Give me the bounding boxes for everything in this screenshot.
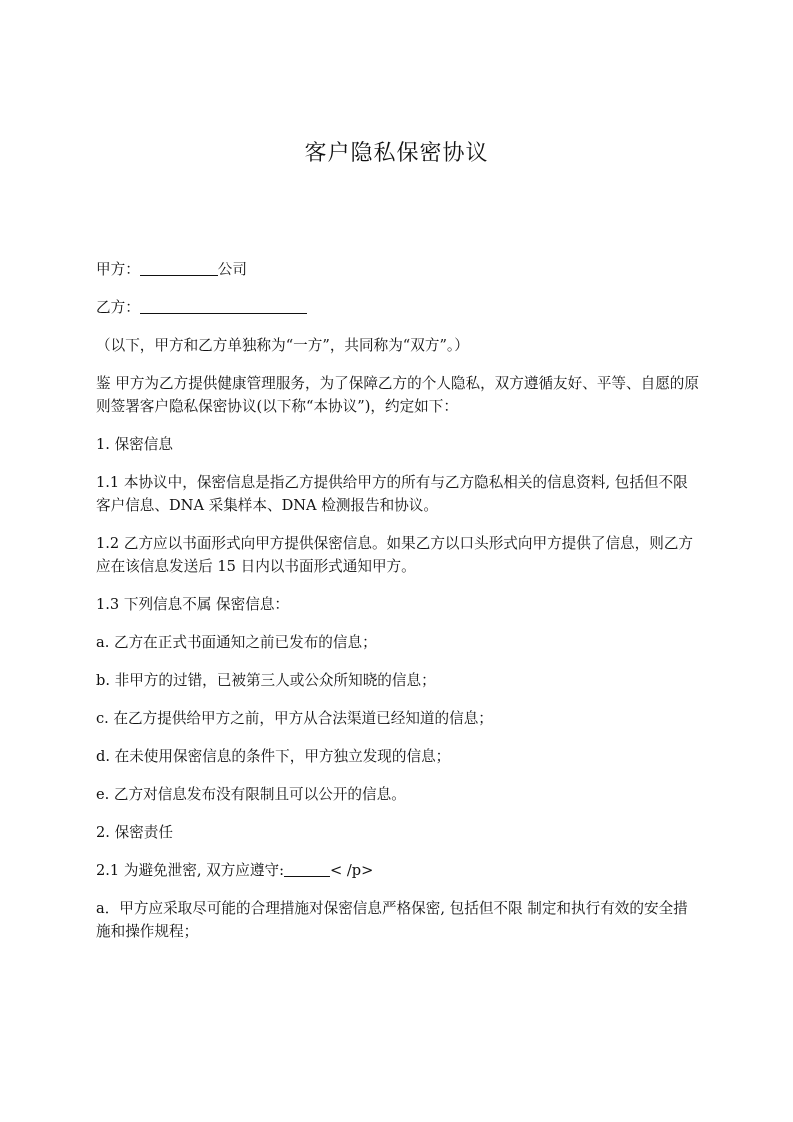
exclusion-item-a: a. 乙方在正式书面通知之前已发布的信息； bbox=[96, 634, 377, 651]
clause-1-3: 1.3 下列信息不属 保密信息： bbox=[96, 596, 290, 613]
clause-2-1 bbox=[96, 859, 700, 882]
exclusion-item-b: b. 非甲方的过错，已被第三人或公众所知晓的信息； bbox=[96, 672, 436, 689]
section-2-heading: 2. 保密责任 bbox=[96, 824, 173, 841]
clause-2-1-text: 2.1 为避免泄密, 双方应遵守: bbox=[96, 862, 284, 879]
party-a-suffix: 公司 bbox=[217, 261, 247, 278]
obligation-item-a: a．甲方应采取尽可能的合理措施对保密信息严格保密, 包括但不限 制定和执行有效的安全措施和操作规程； bbox=[96, 900, 688, 940]
party-b-label: 乙方： bbox=[96, 299, 140, 316]
clause-2-1-stray-markup: < /p> bbox=[329, 862, 374, 879]
section-1-heading: 1. 保密信息 bbox=[96, 436, 173, 453]
document-body bbox=[96, 258, 700, 958]
exclusion-item-e: e. 乙方对信息发布没有限制且可以公开的信息。 bbox=[96, 786, 406, 803]
document-title: 客户隐私保密协议 bbox=[304, 141, 489, 166]
exclusion-item-c: c. 在乙方提供给甲方之前，甲方从合法渠道已经知道的信息； bbox=[96, 710, 493, 727]
party-note: （以下，甲方和乙方单独称为“一方”，共同称为“双方”。） bbox=[96, 337, 469, 354]
clause-1-2: 1.2 乙方应以书面形式向甲方提供保密信息。如果乙方以口头形式向甲方提供了信息，则乙方应在该信息发送后 15 日内以书面形式通知甲方。 bbox=[96, 535, 694, 575]
party-b-line bbox=[96, 296, 700, 319]
clause-2-1-blank bbox=[284, 860, 330, 877]
party-a-name-blank bbox=[140, 259, 218, 276]
party-a-line bbox=[96, 258, 700, 281]
preamble-paragraph: 鉴 甲方为乙方提供健康管理服务，为了保障乙方的个人隐私，双方遵循友好、平等、自愿的原则签署客户隐私保密协议(以下称“本协议”)，约定如下： bbox=[96, 375, 699, 415]
clause-1-1: 1.1 本协议中，保密信息是指乙方提供给甲方的所有与乙方隐私相关的信息资料, 包括但不限 客户信息、DNA 采集样本、DNA 检测报告和协议。 bbox=[96, 474, 688, 514]
exclusion-item-d: d. 在未使用保密信息的条件下，甲方独立发现的信息； bbox=[96, 748, 451, 765]
party-a-label: 甲方： bbox=[96, 261, 140, 278]
party-b-name-blank bbox=[140, 297, 307, 314]
